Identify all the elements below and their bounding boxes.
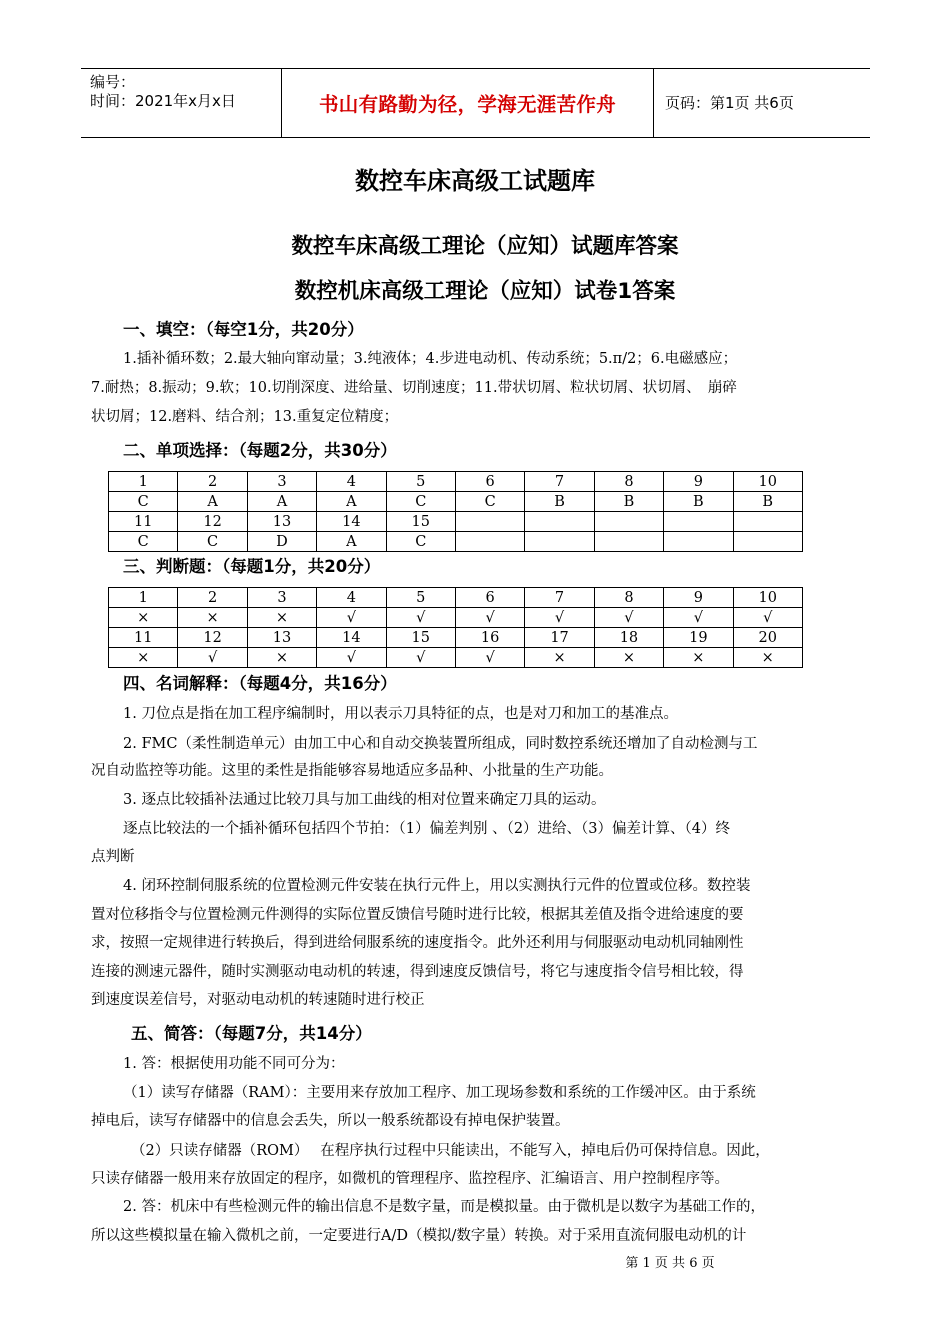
term-3-detail-line-1: 逐点比较法的一个插补循环包括四个节拍：（1）偏差判别 、（2）进给、（3）偏差计算、（4）终 <box>123 821 731 837</box>
judge-table-cell: 2 <box>178 588 247 608</box>
judge-table-cell: × <box>178 608 247 628</box>
term-1: 1. 刀位点是指在加工程序编制时，用以表示刀具特征的点，也是对刀和加工的基准点。 <box>123 706 678 722</box>
judge-table-cell: √ <box>525 608 594 628</box>
choice-table-cell <box>525 532 594 552</box>
choice-table-cell <box>455 532 524 552</box>
judge-answer-table <box>108 587 803 668</box>
choice-table-row <box>109 492 803 512</box>
choice-table-cell: 9 <box>664 472 733 492</box>
judge-table-cell: √ <box>594 608 663 628</box>
doc-date-label: 时间：2021年x月x日 <box>90 92 236 110</box>
choice-table-cell: 1 <box>109 472 178 492</box>
choice-answer-table <box>108 471 803 552</box>
document-subtitle-1: 数控车床高级工理论（应知）试题库答案 <box>291 234 679 259</box>
judge-table-cell: × <box>594 648 663 668</box>
answer-1-item-2-line-2: 只读存储器一般用来存放固定的程序，如微机的管理程序、监控程序、汇编语言、用户控制程序等。 <box>91 1171 729 1187</box>
choice-table-cell: A <box>178 492 247 512</box>
section-heading-fill-blank: 一、填空：（每空1分，共20分） <box>123 320 364 339</box>
judge-table-cell: √ <box>386 608 455 628</box>
choice-table-row <box>109 512 803 532</box>
answer-1-item-1-line-2: 掉电后，读写存储器中的信息会丢失，所以一般系统都设有掉电保护装置。 <box>91 1113 570 1129</box>
term-4-line-1: 4. 闭环控制伺服系统的位置检测元件安装在执行元件上，用以实测执行元件的位置或位移。数控装 <box>123 878 751 894</box>
choice-table-cell: A <box>317 492 386 512</box>
choice-table-cell: 2 <box>178 472 247 492</box>
choice-table-cell: C <box>109 532 178 552</box>
choice-table-cell <box>594 512 663 532</box>
page-number-label: 页码：第1页 共6页 <box>665 93 794 112</box>
judge-table-cell: √ <box>455 608 524 628</box>
choice-table-cell <box>455 512 524 532</box>
choice-table-cell: C <box>386 532 455 552</box>
choice-table-cell: B <box>525 492 594 512</box>
section-heading-true-false: 三、判断题：（每题1分，共20分） <box>123 557 381 576</box>
answer-1-item-1-line-1: （1）读写存储器（RAM）：主要用来存放加工程序、加工现场参数和系统的工作缓冲区。由于系统 <box>123 1085 756 1101</box>
choice-table-cell: 14 <box>317 512 386 532</box>
judge-table-cell: 20 <box>733 628 802 648</box>
choice-table-cell: A <box>317 532 386 552</box>
choice-table-cell: 15 <box>386 512 455 532</box>
answer-1-item-2-line-1: （2）只读存储器（ROM） 在程序执行过程中只能读出，不能写入，掉电后仍可保持信息。因此， <box>131 1143 770 1159</box>
choice-table-cell: C <box>386 492 455 512</box>
header-motto-cell <box>282 69 654 137</box>
page-footer: 第 1 页 共 6 页 <box>625 1256 715 1271</box>
judge-table-cell: √ <box>455 648 524 668</box>
choice-table-cell <box>733 532 802 552</box>
choice-table-cell: B <box>733 492 802 512</box>
judge-table-cell: × <box>109 648 178 668</box>
fill-blank-line-3: 状切屑；12.磨料、结合剂；13.重复定位精度； <box>91 409 399 425</box>
judge-table-cell: × <box>525 648 594 668</box>
choice-table-cell: 4 <box>317 472 386 492</box>
judge-table-cell: × <box>733 648 802 668</box>
judge-table-cell: √ <box>317 608 386 628</box>
term-3: 3. 逐点比较插补法通过比较刀具与加工曲线的相对位置来确定刀具的运动。 <box>123 792 606 808</box>
judge-table-cell: 8 <box>594 588 663 608</box>
choice-table-cell: 11 <box>109 512 178 532</box>
judge-table-row <box>109 648 803 668</box>
term-4-line-2: 置对位移指令与位置检测元件测得的实际位置反馈信号随时进行比较，根据其差值及指令进给速度的要 <box>91 907 744 923</box>
choice-table-cell: C <box>455 492 524 512</box>
section-heading-short-answer: 五、简答：（每题7分，共14分） <box>131 1024 372 1043</box>
judge-table-cell: √ <box>386 648 455 668</box>
judge-table-cell: 12 <box>178 628 247 648</box>
header-meta <box>81 69 282 137</box>
judge-table-cell: 14 <box>317 628 386 648</box>
term-4-line-4: 连接的测速元器件，随时实测驱动电动机的转速，得到速度反馈信号，将它与速度指令信号相比较，得 <box>91 964 744 980</box>
choice-table-cell <box>525 512 594 532</box>
judge-table-cell: 1 <box>109 588 178 608</box>
judge-table-cell: 3 <box>247 588 316 608</box>
choice-table-cell: D <box>247 532 316 552</box>
judge-table-cell: 15 <box>386 628 455 648</box>
judge-table-cell: 18 <box>594 628 663 648</box>
judge-table-cell: 6 <box>455 588 524 608</box>
choice-table-cell: B <box>594 492 663 512</box>
header-page-cell <box>654 69 870 137</box>
choice-table-cell: 12 <box>178 512 247 532</box>
choice-table-row <box>109 532 803 552</box>
term-4-line-5: 到速度误差信号，对驱动电动机的转速随时进行校正 <box>91 992 425 1008</box>
document-title: 数控车床高级工试题库 <box>355 167 595 195</box>
answer-1-intro: 1. 答：根据使用功能不同可分为： <box>123 1056 345 1072</box>
judge-table-cell: 16 <box>455 628 524 648</box>
doc-number-label: 编号： <box>90 73 136 91</box>
choice-table-cell: 13 <box>247 512 316 532</box>
judge-table-cell: 10 <box>733 588 802 608</box>
judge-table-row <box>109 628 803 648</box>
choice-table-cell: C <box>178 532 247 552</box>
document-subtitle-2: 数控机床高级工理论（应知）试卷1答案 <box>294 279 676 304</box>
judge-table-cell: 9 <box>664 588 733 608</box>
choice-table-cell: 7 <box>525 472 594 492</box>
term-2-line-1: 2. FMC（柔性制造单元）由加工中心和自动交换装置所组成，同时数控系统还增加了自动检测与工 <box>123 736 758 752</box>
judge-table-cell: √ <box>664 608 733 628</box>
judge-table-cell: 11 <box>109 628 178 648</box>
choice-table-cell: 8 <box>594 472 663 492</box>
judge-table-cell: × <box>247 648 316 668</box>
choice-table-cell: 5 <box>386 472 455 492</box>
term-4-line-3: 求，按照一定规律进行转换后，得到进给伺服系统的速度指令。此外还利用与伺服驱动电动机同轴刚性 <box>91 935 744 951</box>
judge-table-row <box>109 608 803 628</box>
motto: 书山有路勤为径，学海无涯苦作舟 <box>318 93 616 116</box>
choice-table-cell <box>594 532 663 552</box>
choice-table-cell <box>664 532 733 552</box>
fill-blank-line-1: 1.插补循环数；2.最大轴向窜动量；3.纯液体；4.步进电动机、传动系统；5.π/2；6.电磁感应； <box>123 351 738 367</box>
judge-table-cell: √ <box>733 608 802 628</box>
choice-table-cell: 6 <box>455 472 524 492</box>
judge-table-row <box>109 588 803 608</box>
choice-table-cell: C <box>109 492 178 512</box>
judge-table-cell: 19 <box>664 628 733 648</box>
judge-table-cell: 17 <box>525 628 594 648</box>
judge-table-cell: 5 <box>386 588 455 608</box>
judge-table-cell: 7 <box>525 588 594 608</box>
page-header <box>81 68 870 138</box>
choice-table-cell: A <box>247 492 316 512</box>
choice-table-cell: B <box>664 492 733 512</box>
judge-table-cell: √ <box>317 648 386 668</box>
section-heading-single-choice: 二、单项选择：（每题2分，共30分） <box>123 441 397 460</box>
fill-blank-line-2: 7.耐热；8.振动；9.软；10.切削深度、进给量、切削速度；11.带状切屑、粒状切屑、状切屑、 崩碎 <box>91 380 737 396</box>
judge-table-cell: × <box>664 648 733 668</box>
judge-table-cell: × <box>109 608 178 628</box>
judge-table-cell: 13 <box>247 628 316 648</box>
choice-table-cell <box>664 512 733 532</box>
choice-table-cell <box>733 512 802 532</box>
judge-table-cell: × <box>247 608 316 628</box>
judge-table-cell: 4 <box>317 588 386 608</box>
judge-table-cell: √ <box>178 648 247 668</box>
choice-table-row <box>109 472 803 492</box>
choice-table-cell: 10 <box>733 472 802 492</box>
term-2-line-2: 况自动监控等功能。这里的柔性是指能够容易地适应多品种、小批量的生产功能。 <box>91 763 613 779</box>
choice-table-cell: 3 <box>247 472 316 492</box>
section-heading-terms: 四、名词解释：（每题4分，共16分） <box>123 674 397 693</box>
term-3-detail-line-2: 点判断 <box>91 849 135 865</box>
answer-2-line-2: 所以这些模拟量在输入微机之前，一定要进行A/D（模拟/数字量）转换。对于采用直流伺服电动机的计 <box>91 1228 747 1244</box>
answer-2-line-1: 2. 答：机床中有些检测元件的输出信息不是数字量，而是模拟量。由于微机是以数字为基础工作的， <box>123 1199 765 1215</box>
